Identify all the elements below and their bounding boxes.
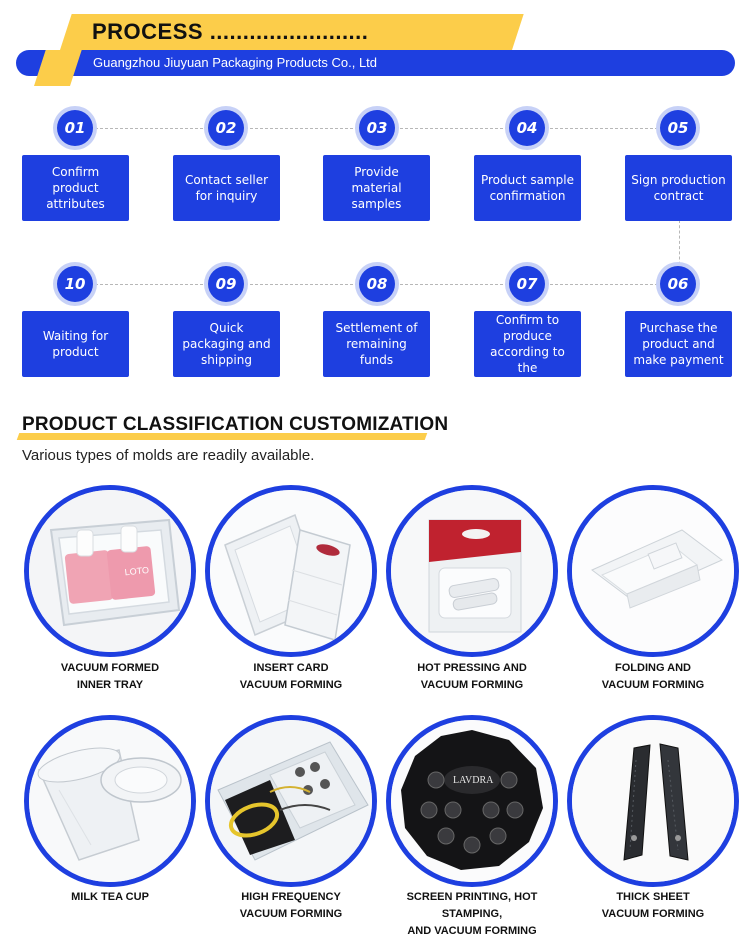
step-number: 06 [660, 266, 696, 302]
product-label: HOT PRESSING AND VACUUM FORMING [417, 662, 527, 692]
product-image-screen-printing [386, 715, 558, 887]
step-box: Provide material samples [323, 155, 430, 221]
step-box: Waiting for product [22, 311, 129, 377]
product-label: MILK TEA CUP [71, 891, 149, 903]
product-image-hot-pressing [386, 485, 558, 657]
step-box: Contact seller for inquiry [173, 155, 280, 221]
company-name: Guangzhou Jiuyuan Packaging Products Co., Ltd [93, 55, 378, 70]
product-label: HIGH FREQUENCY VACUUM FORMING [239, 891, 343, 921]
section-subtitle: Various types of molds are readily available. [22, 447, 315, 464]
product-image-thick-sheet [567, 715, 739, 887]
process-connector-vertical [679, 220, 680, 270]
step-number: 04 [509, 110, 545, 146]
step-box: Confirm to produce according to the [474, 311, 581, 377]
product-image-milk-tea-cup [24, 715, 196, 887]
product-label: INSERT CARD VACUUM FORMING [239, 662, 343, 692]
step-box: Quick packaging and shipping [173, 311, 280, 377]
step-box: Purchase the product and make payment [625, 311, 732, 377]
product-image-inner-tray [24, 485, 196, 657]
product-image-high-frequency [205, 715, 377, 887]
product-image-insert-card [205, 485, 377, 657]
step-number: 08 [359, 266, 395, 302]
step-number: 07 [509, 266, 545, 302]
product-image-folding [567, 485, 739, 657]
step-number: 03 [359, 110, 395, 146]
step-box: Confirm product attributes [22, 155, 129, 221]
tray-brand-print: LAVDRA [453, 775, 494, 786]
product-label: FOLDING AND VACUUM FORMING [601, 662, 705, 692]
tray-product-print: LOTO [124, 564, 150, 578]
product-label: VACUUM FORMED INNER TRAY [60, 662, 160, 692]
step-box: Product sample confirmation [474, 155, 581, 221]
step-box: Sign production contract [625, 155, 732, 221]
step-number: 01 [57, 110, 93, 146]
product-label: SCREEN PRINTING, HOT STAMPING, AND VACUUM FORMING [406, 891, 538, 935]
step-number: 10 [57, 266, 93, 302]
step-number: 05 [660, 110, 696, 146]
product-label: THICK SHEET VACUUM FORMING [601, 891, 705, 921]
step-number: 09 [208, 266, 244, 302]
step-number: 02 [208, 110, 244, 146]
step-box: Settlement of remaining funds [323, 311, 430, 377]
page-title: PROCESS ........................ [92, 19, 369, 44]
section-title: PRODUCT CLASSIFICATION CUSTOMIZATION [22, 414, 449, 435]
